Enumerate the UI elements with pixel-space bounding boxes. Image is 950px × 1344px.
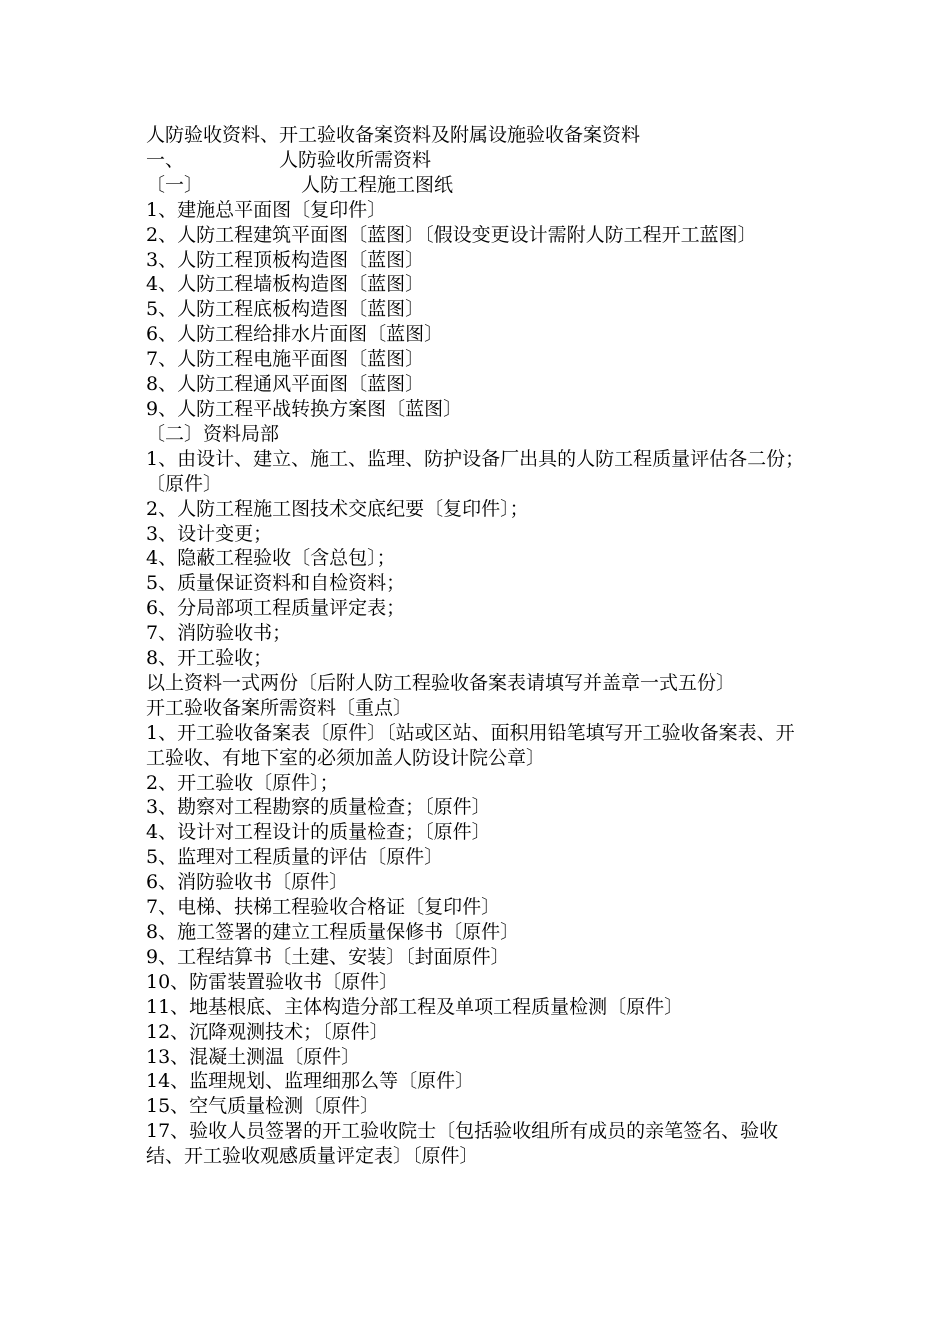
list-item: 8、开工验收； [146,647,273,670]
subsection-1-number: 〔一〕 [146,173,204,196]
list-item: 3、勘察对工程勘察的质量检查；〔原件〕 [146,796,491,819]
subsection-1-title: 人防工程施工图纸 [301,173,454,196]
subsection-1-heading [146,173,810,198]
section-1-heading [146,148,810,173]
document-body [146,123,810,1169]
list-item: 6、分局部项工程质量评定表； [146,597,406,620]
list-item: 11、地基根底、主体构造分部工程及单项工程质量检测〔原件〕 [146,995,684,1018]
list-item: 14、监理规划、监理细那么等〔原件〕 [146,1070,475,1093]
list-item: 4、人防工程墙板构造图〔蓝图〕 [146,273,425,296]
list-item: 1、由设计、建立、施工、监理、防护设备厂出具的人防工程质量评估各二份；〔原件〕 [146,447,805,495]
list-item: 7、消防验收书； [146,622,292,645]
list-item: 15、空气质量检测〔原件〕 [146,1095,380,1118]
list-item: 2、人防工程建筑平面图〔蓝图〕〔假设变更设计需附人防工程开工蓝图〕 [146,223,757,246]
list-item: 17、验收人员签署的开工验收院士〔包括验收组所有成员的亲笔签名、验收结、开工验收观感质量评定表〕〔原件〕 [146,1120,779,1168]
list-item: 8、施工签署的建立工程质量保修书〔原件〕 [146,921,520,943]
list-item: 5、人防工程底板构造图〔蓝图〕 [146,298,425,321]
list-item: 6、消防验收书〔原件〕 [146,871,349,894]
list-item: 1、建施总平面图〔复印件〕 [146,198,387,221]
subsection-2-heading: 〔二〕资料局部 [146,422,280,445]
list-item: 10、防雷装置验收书〔原件〕 [146,970,399,993]
list-item: 4、设计对工程设计的质量检查；〔原件〕 [146,821,491,844]
list-item: 8、人防工程通风平面图〔蓝图〕 [146,373,425,396]
list-item: 7、电梯、扶梯工程验收合格证〔复印件〕 [146,896,501,919]
list-item: 9、人防工程平战转换方案图〔蓝图〕 [146,397,463,420]
list-item: 5、质量保证资料和自检资料； [146,572,406,595]
section-1-number: 一、 [146,148,185,171]
list-item: 6、人防工程给排水片面图〔蓝图〕 [146,323,444,346]
list-item: 3、设计变更； [146,522,273,545]
list-item: 2、开工验收〔原件〕； [146,771,339,794]
section-1-title: 人防验收所需资料 [279,148,432,171]
list-item: 12、沉降观测技术；〔原件〕 [146,1020,389,1043]
list-item: 7、人防工程电施平面图〔蓝图〕 [146,348,425,371]
list-item: 13、混凝土测温〔原件〕 [146,1045,361,1068]
list-item: 5、监理对工程质量的评估〔原件〕 [146,846,444,869]
list-item: 9、工程结算书〔土建、安装〕〔封面原件〕 [146,945,510,968]
copies-note: 以上资料一式两份〔后附人防工程验收备案表请填写并盖章一式五份〕 [146,671,736,694]
document-title: 人防验收资料、开工验收备案资料及附属设施验收备案资料 [146,124,641,146]
list-item: 2、人防工程施工图技术交底纪要〔复印件〕； [146,497,529,520]
list-item: 3、人防工程顶板构造图〔蓝图〕 [146,248,425,271]
section-2-heading: 开工验收备案所需资料〔重点〕 [146,696,413,719]
list-item: 4、隐蔽工程验收〔含总包〕； [146,547,396,570]
list-item: 1、开工验收备案表〔原件〕〔站或区站、面积用铅笔填写开工验收备案表、开工验收、有地下室的必须加盖人防设计院公章〕 [146,721,795,769]
